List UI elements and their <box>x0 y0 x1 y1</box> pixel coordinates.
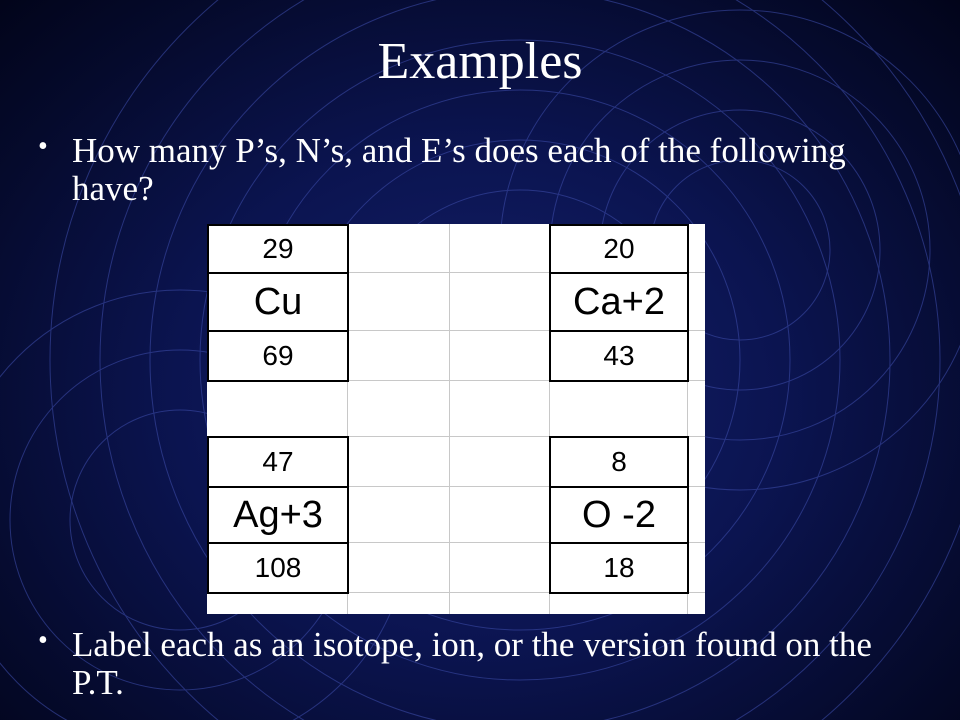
atomic-number-cell: 47 <box>207 436 349 488</box>
bullet-text: Label each as an isotope, ion, or the version found on the P.T. <box>72 625 872 702</box>
element-cards-table <box>207 224 705 614</box>
element-symbol-cell: Cu <box>207 272 349 332</box>
slide-title: Examples <box>377 33 583 90</box>
element-symbol-cell: O -2 <box>549 486 689 544</box>
atomic-number-cell: 8 <box>549 436 689 488</box>
mass-number-cell: 43 <box>549 330 689 382</box>
grid-line <box>449 224 450 614</box>
bullet-text: How many P’s, N’s, and E’s does each of the following have? <box>72 131 846 208</box>
bullet-dot: • <box>38 131 48 162</box>
bullet-dot: • <box>38 625 48 656</box>
element-symbol-cell: Ag+3 <box>207 486 349 544</box>
mass-number-cell: 108 <box>207 542 349 594</box>
element-symbol-cell: Ca+2 <box>549 272 689 332</box>
atomic-number-cell: 29 <box>207 224 349 274</box>
mass-number-cell: 69 <box>207 330 349 382</box>
mass-number-cell: 18 <box>549 542 689 594</box>
atomic-number-cell: 20 <box>549 224 689 274</box>
